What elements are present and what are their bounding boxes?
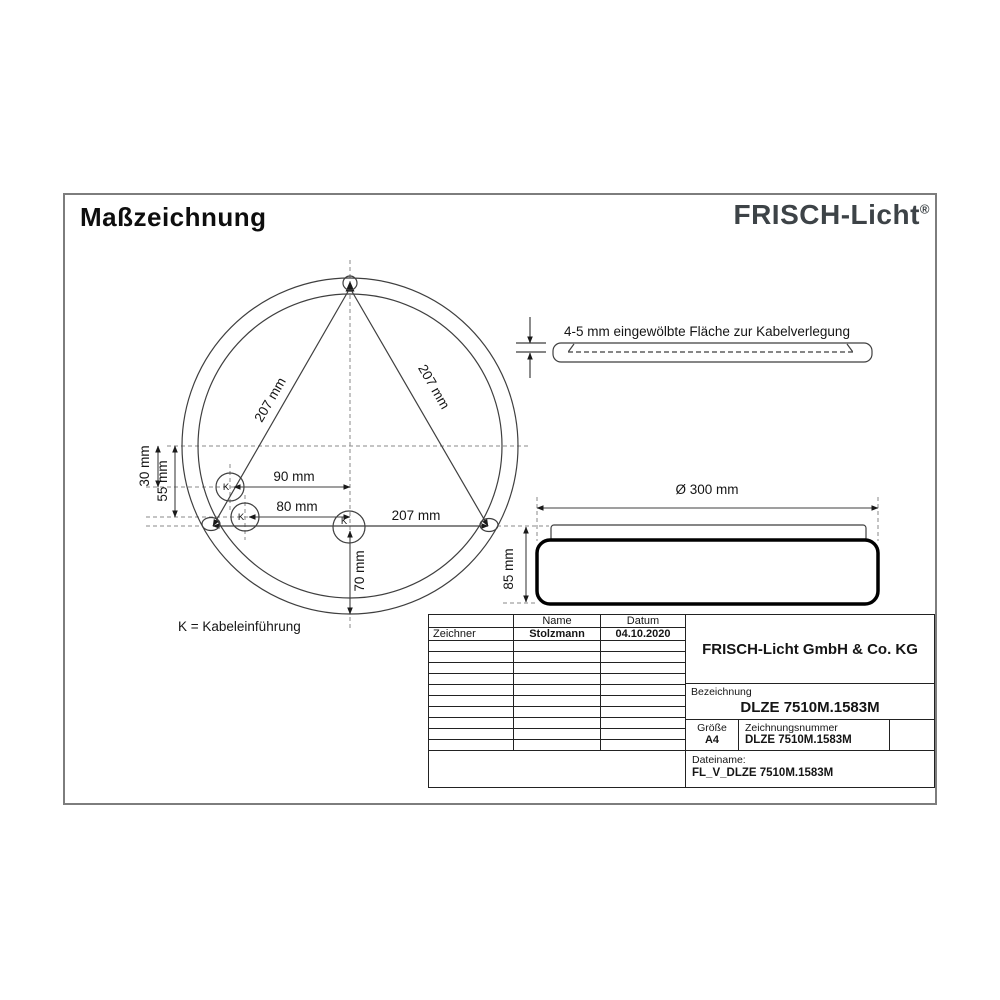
dateiname-cell bbox=[686, 750, 934, 787]
title-block-signature-table bbox=[429, 615, 686, 787]
table-row bbox=[429, 652, 685, 663]
table-row bbox=[429, 641, 685, 652]
size-row bbox=[686, 719, 934, 750]
dim-label-207-left: 207 mm bbox=[251, 374, 289, 425]
groesse-cell bbox=[686, 720, 738, 750]
groesse-value: A4 bbox=[704, 734, 720, 746]
table-row bbox=[429, 696, 685, 707]
header-datum: Datum bbox=[626, 615, 660, 627]
centerlines-and-extension-lines bbox=[146, 260, 549, 630]
size-row-empty-cell bbox=[889, 720, 934, 750]
title-block-info bbox=[686, 615, 934, 787]
logo-text: FRISCH-Licht bbox=[733, 199, 920, 230]
plate-note: 4-5 mm eingewölbte Fläche zur Kabelverlegung bbox=[564, 324, 850, 339]
dim-label-30: 30 mm bbox=[137, 445, 152, 487]
dateiname-value: FL_V_DLZE 7510M.1583M bbox=[692, 767, 834, 779]
company-name: FRISCH-Licht GmbH & Co. KG bbox=[702, 640, 918, 658]
title-block bbox=[428, 614, 935, 788]
diffuser-body bbox=[537, 540, 878, 604]
dim-label-80: 80 mm bbox=[276, 499, 318, 514]
cable-entry-label-3: K bbox=[340, 516, 348, 527]
mount-hole-left bbox=[202, 518, 220, 531]
dim-label-90: 90 mm bbox=[273, 469, 315, 484]
dateiname-label: Dateiname: bbox=[692, 754, 746, 766]
table-row bbox=[429, 707, 685, 718]
bezeichnung-cell bbox=[686, 683, 934, 719]
zeichner-datum: 04.10.2020 bbox=[615, 628, 671, 640]
registered-mark: ® bbox=[919, 201, 930, 217]
table-row bbox=[429, 718, 685, 729]
dim-label-diameter: Ø 300 mm bbox=[675, 482, 739, 497]
table-row bbox=[429, 740, 685, 751]
dim-label-207-bottom: 207 mm bbox=[391, 508, 441, 523]
dim-label-207-right: 207 mm bbox=[415, 361, 453, 412]
legend-kabeleinfuehrung: K = Kabeleinführung bbox=[178, 619, 301, 634]
page-title: Maßzeichnung bbox=[80, 202, 267, 232]
groesse-label: Größe bbox=[697, 722, 727, 734]
table-row-zeichner bbox=[429, 628, 685, 641]
bezeichnung-label: Bezeichnung bbox=[691, 686, 752, 698]
zeichnungsnummer-label: Zeichnungsnummer bbox=[745, 722, 838, 734]
dim-label-70: 70 mm bbox=[352, 550, 367, 592]
cable-entry-label-2: K bbox=[237, 512, 245, 523]
table-row bbox=[429, 685, 685, 696]
bezeichnung-value: DLZE 7510M.1583M bbox=[740, 699, 880, 716]
dimension-lines bbox=[158, 446, 350, 614]
cable-entry-label-1: K bbox=[222, 482, 230, 493]
zeichnungsnummer-cell bbox=[738, 720, 889, 750]
side-view-body bbox=[503, 497, 878, 604]
mount-hole-right bbox=[480, 519, 498, 532]
table-row bbox=[429, 729, 685, 740]
zeichnungsnummer-value: DLZE 7510M.1583M bbox=[745, 734, 852, 746]
cable-entry-hole-3 bbox=[333, 511, 365, 543]
dim-label-55: 55 mm bbox=[155, 460, 170, 502]
zeichner-name: Stolzmann bbox=[514, 628, 601, 640]
header-empty-cell bbox=[429, 615, 514, 627]
table-row bbox=[429, 674, 685, 685]
zeichner-label: Zeichner bbox=[429, 628, 514, 640]
dim-label-85: 85 mm bbox=[501, 548, 516, 590]
header-name: Name bbox=[514, 615, 601, 627]
table-row bbox=[429, 663, 685, 674]
top-view bbox=[146, 260, 549, 630]
table-empty-area bbox=[429, 751, 685, 787]
table-header-row bbox=[429, 615, 685, 628]
